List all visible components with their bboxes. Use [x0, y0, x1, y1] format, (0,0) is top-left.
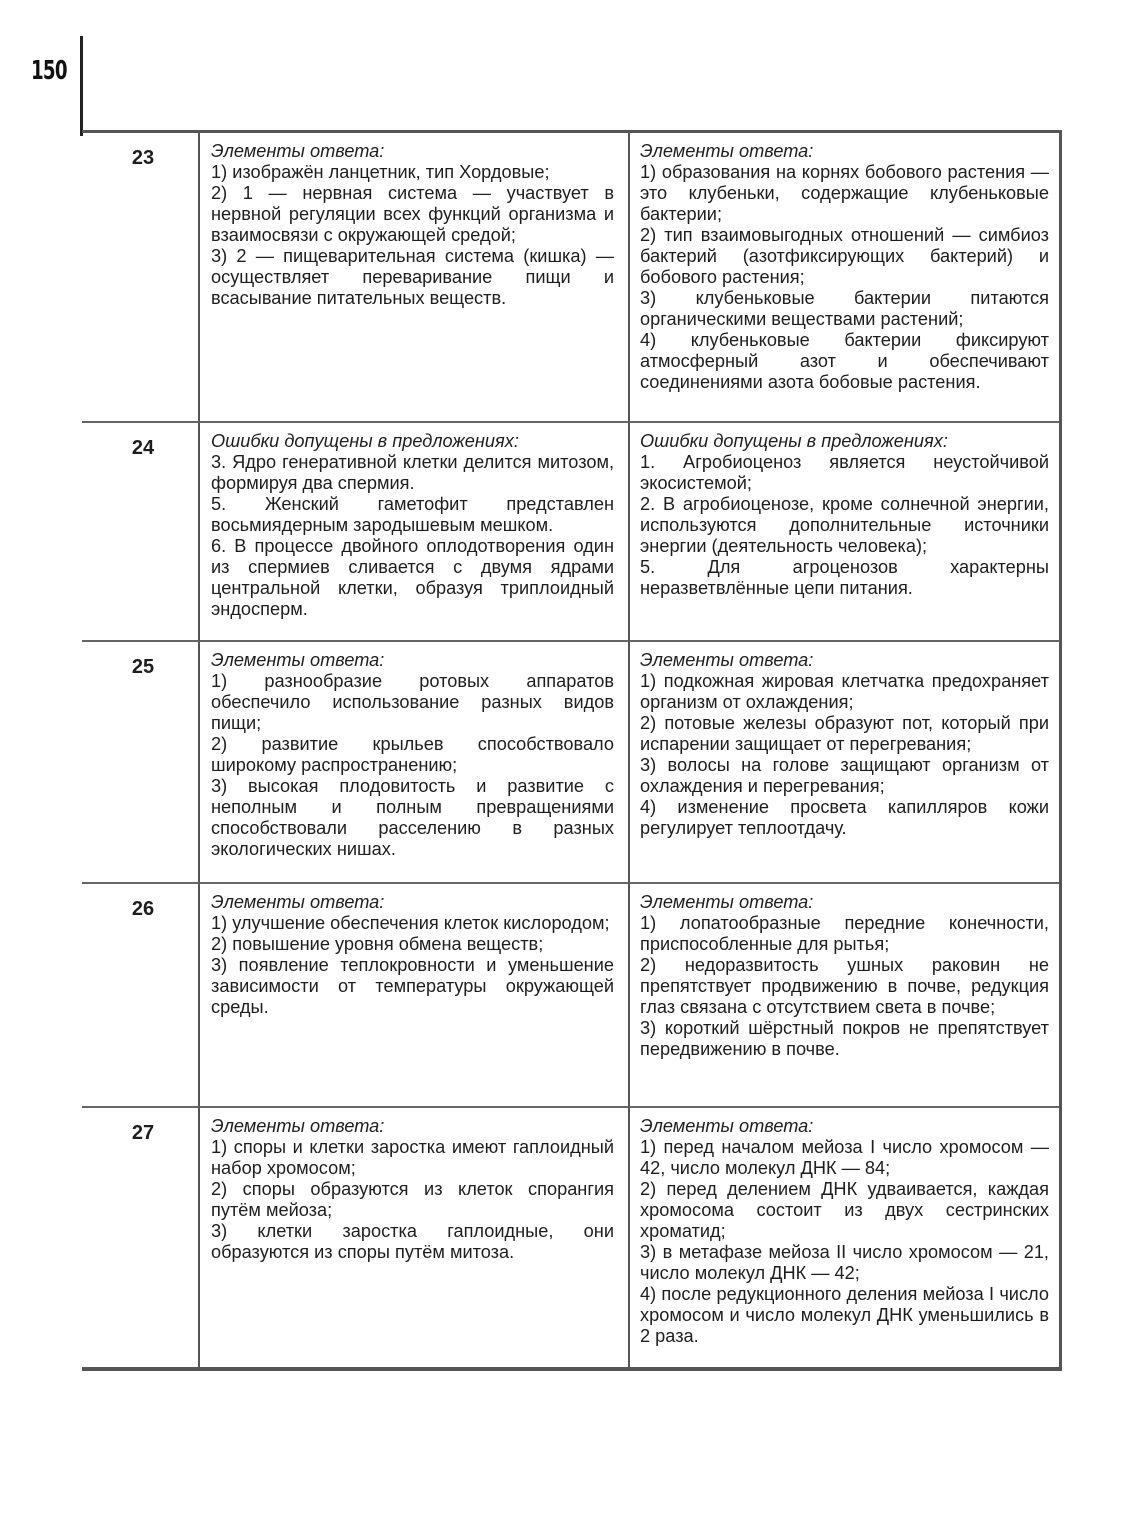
answer-cell-left — [198, 884, 628, 1108]
answer-item: 1) подкожная жировая клетчатка предохраняет организм от охлаждения; — [640, 671, 1049, 712]
cell-heading: Ошибки допущены в предложениях: — [640, 431, 948, 451]
answer-item: 4) после редукционного деления мейоза I число хромосом и число молекул ДНК уменьшились в 2 раза. — [640, 1284, 1049, 1346]
answer-item: 3. Ядро генеративной клетки делится митозом, формируя два спермия. — [211, 452, 614, 493]
answer-table — [82, 130, 1062, 1371]
cell-heading: Элементы ответа: — [211, 892, 385, 912]
answer-item: 3) высокая плодовитость и развитие с неполным и полным превращениями способствовали расселению в разных экологических нишах. — [211, 776, 614, 859]
cell-heading: Элементы ответа: — [211, 1116, 385, 1136]
cell-heading: Элементы ответа: — [211, 141, 385, 161]
answer-item: 1) лопатообразные передние конечности, приспособленные для рытья; — [640, 913, 1049, 954]
answer-item: 2) споры образуются из клеток спорангия путём мейоза; — [211, 1179, 614, 1220]
answer-item: 4) изменение просвета капилляров кожи регулирует теплоотдачу. — [640, 797, 1049, 838]
page-number: 150 — [31, 56, 67, 86]
answer-item: 3) клубеньковые бактерии питаются органическими веществами растений; — [640, 288, 1049, 329]
answer-item: 2. В агробиоценозе, кроме солнечной энергии, используются дополнительные источники энергии (деятельность человека); — [640, 494, 1049, 556]
answer-item: 5. Женский гаметофит представлен восьмиядерным зародышевым мешком. — [211, 494, 614, 535]
answer-cell-left — [198, 423, 628, 642]
answer-item: 1) изображён ланцетник, тип Хордовые; — [211, 162, 550, 182]
answer-cell-right — [628, 884, 1059, 1108]
answer-item: 3) короткий шёрстный покров не препятствует передвижению в почве. — [640, 1018, 1049, 1059]
answer-item: 3) в метафазе мейоза II число хромосом — 21, число молекул ДНК — 42; — [640, 1242, 1049, 1283]
answer-item: 1) образования на корнях бобового растения — это клубеньки, содержащие клубеньковые бактерии; — [640, 162, 1049, 224]
margin-rule — [80, 36, 83, 136]
cell-heading: Элементы ответа: — [640, 1116, 814, 1136]
answer-item: 2) повышение уровня обмена веществ; — [211, 934, 544, 954]
answer-cell-right — [628, 1108, 1059, 1368]
task-number: 26 — [82, 884, 198, 1108]
answer-item: 1. Агробиоценоз является неустойчивой экосистемой; — [640, 452, 1049, 493]
answer-item: 2) 1 — нервная система — участвует в нервной регуляции всех функций организма и взаимосвязи с окружающей средой; — [211, 183, 614, 245]
answer-item: 1) разнообразие ротовых аппаратов обеспечило использование разных видов пищи; — [211, 671, 614, 733]
answer-cell-left — [198, 1108, 628, 1368]
answer-item: 5. Для агроценозов характерны неразветвлённые цепи питания. — [640, 557, 1049, 598]
answer-cell-left — [198, 133, 628, 423]
answer-cell-right — [628, 423, 1059, 642]
answer-item: 3) волосы на голове защищают организм от охлаждения и перегревания; — [640, 755, 1049, 796]
answer-item: 3) появление теплокровности и уменьшение зависимости от температуры окружающей среды. — [211, 955, 614, 1017]
answer-item: 2) потовые железы образуют пот, который при испарении защищает от перегревания; — [640, 713, 1049, 754]
cell-heading: Элементы ответа: — [640, 892, 814, 912]
task-number: 25 — [82, 642, 198, 884]
cell-heading: Элементы ответа: — [640, 141, 814, 161]
answer-cell-right — [628, 133, 1059, 423]
task-number: 24 — [82, 423, 198, 642]
answer-item: 2) недоразвитость ушных раковин не препятствует продвижению в почве, редукция глаз связана с отсутствием света в почве; — [640, 955, 1049, 1017]
answer-item: 3) 2 — пищеварительная система (кишка) — осуществляет переваривание пищи и всасывание питательных веществ. — [211, 246, 614, 308]
answer-item: 2) развитие крыльев способствовало широкому распространению; — [211, 734, 614, 775]
answer-item: 1) споры и клетки заростка имеют гаплоидный набор хромосом; — [211, 1137, 614, 1178]
answer-cell-right — [628, 642, 1059, 884]
answer-item: 2) тип взаимовыгодных отношений — симбиоз бактерий (азотфиксирующих бактерий) и бобового растения; — [640, 225, 1049, 287]
cell-heading: Элементы ответа: — [640, 650, 814, 670]
task-number: 27 — [131, 1122, 155, 1144]
answer-item: 4) клубеньковые бактерии фиксируют атмосферный азот и обеспечивают соединениями азота бобовые растения. — [640, 330, 1049, 392]
cell-heading: Ошибки допущены в предложениях: — [211, 431, 519, 451]
task-number: 23 — [82, 133, 198, 423]
answer-item: 1) перед началом мейоза I число хромосом — 42, число молекул ДНК — 84; — [640, 1137, 1049, 1178]
answer-item: 6. В процессе двойного оплодотворения один из спермиев сливается с двумя ядрами центральной клетки, образуя триплоидный эндосперм. — [211, 536, 614, 619]
cell-heading: Элементы ответа: — [211, 650, 385, 670]
answer-cell-left — [198, 642, 628, 884]
answer-item: 2) перед делением ДНК удваивается, каждая хромосома состоит из двух сестринских хроматид; — [640, 1179, 1049, 1241]
answer-item: 3) клетки заростка гаплоидные, они образуются из споры путём митоза. — [211, 1221, 614, 1262]
answer-item: 1) улучшение обеспечения клеток кислородом; — [211, 913, 610, 933]
